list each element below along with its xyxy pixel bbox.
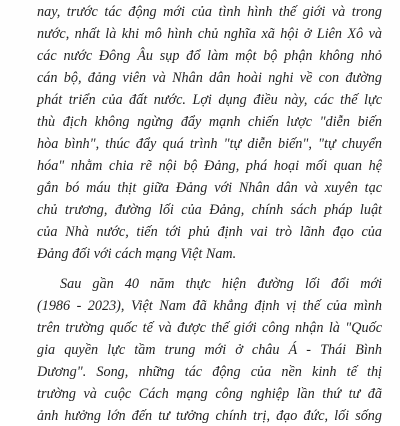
text-line: thù địch không ngừng đẩy mạnh chiến lược "diễn biến: [37, 114, 382, 130]
text-line: cán bộ, đảng viên và Nhân dân hoài nghi về con đường: [37, 70, 382, 86]
text-line: (1986 - 2023), Việt Nam đã khẳng định vị thế của mình: [37, 298, 382, 314]
text-line: trên trường quốc tế và được thế giới công nhận là "Quốc: [37, 320, 382, 336]
text-line: gia quyền lực tầm trung mới ở châu Á - Thái Bình: [37, 342, 382, 358]
paragraph-end-line: Đảng đối với cách mạng Việt Nam.: [37, 246, 237, 262]
text-line: phát triển của đất nước. Lợi dụng điều này, các thế lực: [37, 92, 382, 108]
text-line: hòa bình", thúc đẩy quá trình "tự diễn biến", "tự chuyển: [37, 136, 382, 152]
text-line: của Nhà nước, tiến tới phủ định vai trò lãnh đạo của: [37, 224, 382, 240]
text-line: hóa" nhằm chia rẽ nội bộ Đảng, phá hoại mối quan hệ: [37, 158, 382, 174]
text-line: trường và cuộc Cách mạng công nghiệp lần thứ tư đã: [37, 386, 382, 402]
text-line: ảnh hưởng lớn đến tư tưởng chính trị, đạo đức, lối sống: [37, 408, 382, 424]
text-line: nay, trước tác động mới của tình hình thế giới và trong: [37, 4, 382, 20]
text-line: các nước Đông Âu sụp đổ làm một bộ phận không nhỏ: [37, 48, 382, 64]
text-line: Dương". Song, những tác động của nền kinh tế thị: [37, 364, 382, 380]
text-line: gắn bó máu thịt giữa Đảng với Nhân dân và xuyên tạc: [37, 180, 382, 196]
paragraph-first-line: Sau gần 40 năm thực hiện đường lối đổi mới: [60, 276, 382, 292]
text-line: chủ trương, đường lối của Đảng, chính sách pháp luật: [37, 202, 382, 218]
text-line: nước, nhất là khi mô hình chủ nghĩa xã hội ở Liên Xô và: [37, 26, 382, 42]
